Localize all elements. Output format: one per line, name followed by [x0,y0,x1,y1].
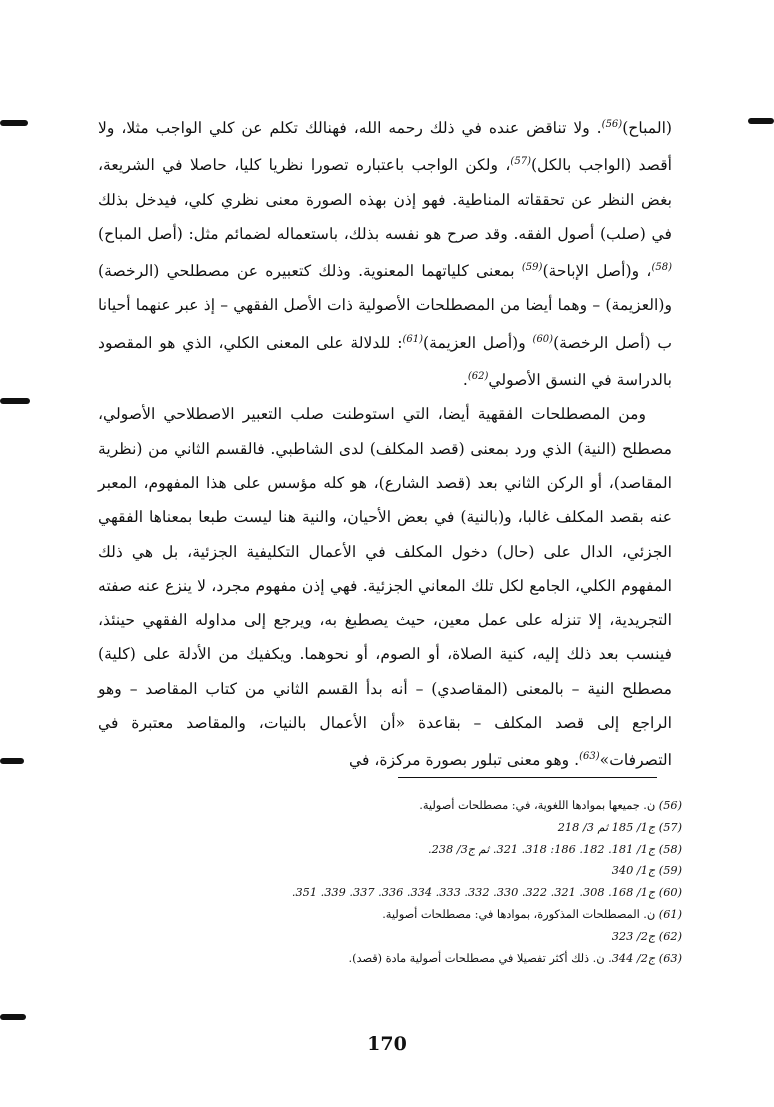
text-run: . [462,371,468,390]
footnote-ref[interactable]: (59) [521,262,543,274]
footnote [208,839,682,861]
paragraph [98,108,672,397]
margin-mark [0,1014,26,1020]
text-run: ومن المصطلحات الفقهية أيضا، التي استوطنت صلب التعبير الاصطلاحي الأصولي، مصطلح (النية) الذي ورد بمعنى (قصد المكلف) لدى الشاطبي. فالقسم الثاني من (نظرية المقاصد)، أو الركن الثاني بعد (قصد الشارع)، هو كله مؤسس على هذا المفهوم، المعبر عنه بقصد المكلف غالبا، و(بالنية) في بعض الأحيان، والنية هنا ليست طبعا بمعناها الفقهي الجزئي، الدال على (حال) دخول المكلف في الأعمال التكليفية الجزئية، بل هي ذلك المفهوم الكلي، الجامع لكل تلك المعاني الجزئية. فهي إذن مفهوم مجرد، لا ينزع عنه صفته التجريدية، إلا تنزله على عمل معين، حيث يصطبغ به، ويرجع إلى مداوله الفقهي حينئذ، فينسب بعد ذلك إليه، كنية الصلاة، أو الصوم، أو نحوهما. ويكفيك من الأدلة على (كلية) مصطلح النية – بالمعنى (المقاصدي) – أنه بدأ القسم الثاني من كتاب المقاصد – وهو الراجع إلى قصد المكلف – بقاعدة «أن الأعمال بالنيات، والمقاصد معتبرة في التصرفات» [98,405,672,770]
footnote-text: ن. ذلك أكثر تفصيلا في مصطلحات أصولية مادة (قصد). [348,951,609,965]
page-number: 170 [367,1033,407,1055]
footnote-number: (58) [658,842,682,856]
text-run: : للدلالة على المعنى الكلي، الذي هو المقصود بالدراسة في النسق الأصولي [98,333,672,390]
text-run: . وهو معنى تبلور بصورة مركزة، في [348,751,580,770]
footnotes [208,795,682,969]
footnote [208,948,682,970]
footnote-ref[interactable]: (58) [651,262,672,274]
footnote-text: ن. جميعها بموادها اللغوية، في: مصطلحات أصولية. [419,799,656,812]
footnote-separator [398,777,657,778]
body-text [98,108,672,778]
footnote-ref[interactable]: (61) [402,333,424,345]
footnote [208,860,682,882]
text-run: و(أصل العزيمة) [423,333,533,352]
footnote-number: (62) [658,929,682,943]
text-run: بمعنى كلياتهما المعنوية. وذلك كتعبيره عن مصطلحي (الرخصة) و(العزيمة) – وهما أيضا من المصطلحات الأصولية ذات الأصل الفقهي – إذ عبر عنهما أحيانا ب (أصل الرخصة) [98,262,673,352]
footnote [208,795,682,817]
footnote-citation: ج1/ 340 [611,864,656,878]
footnote-citation: ج1/ 168. 308. 321. 322. 330. 332. 333. 334. 336. 337. 339. 351. [291,886,656,900]
footnote-ref[interactable]: (62) [467,371,489,383]
footnote [208,926,682,948]
margin-mark [0,120,28,126]
footnote-ref[interactable]: (60) [532,333,554,345]
text-run: (المباح) [622,119,672,137]
margin-mark [748,118,774,124]
footnote [208,882,682,904]
text-run: ، ولكن الواجب باعتباره تصورا نظريا كليا، حاصلا في الشريعة، بغض النظر عن تحققاته المناطية. فهو إذن بهذه الصورة معنى نظري كلي، فيدخل بذلك في (صلب) أصول الفقه. وقد صرح هو نفسه بذلك، باستعماله لضمائم مثل: (أصل المباح) [98,156,672,243]
footnote [208,817,682,839]
margin-mark [0,758,24,764]
footnote-ref[interactable]: (63) [579,751,600,763]
footnote-citation: ج2/ 323 [611,929,656,943]
text-run: . ولا تناقض عنده في ذلك رحمه الله، فهنالك تكلم عن كلي الواجب مثلا، ولا أقصد (الواجب بالكل) [98,119,672,175]
footnote-number: (56) [658,799,682,812]
footnote-number: (61) [658,907,682,921]
margin-mark [0,398,30,404]
paragraph [98,397,672,777]
footnote-number: (63) [658,951,682,965]
footnote-ref[interactable]: (57) [510,156,531,168]
footnote-citation: ج1/ 181. 182. 186: 318. 321. ثم ج3/ 238. [428,842,656,856]
footnote-number: (60) [658,886,682,900]
footnote-text: ن. المصطلحات المذكورة، بموادها في: مصطلحات أصولية. [382,907,656,921]
footnote-ref[interactable]: (56) [601,119,623,130]
footnote-citation: ج1/ 185 ثم 3/ 218 [557,820,656,834]
footnote-number: (59) [658,864,682,878]
text-run: ، و(أصل الإباحة) [542,262,652,281]
footnote [208,904,682,926]
footnote-number: (57) [658,820,682,834]
footnote-citation: ج2/ 344. [608,951,656,965]
